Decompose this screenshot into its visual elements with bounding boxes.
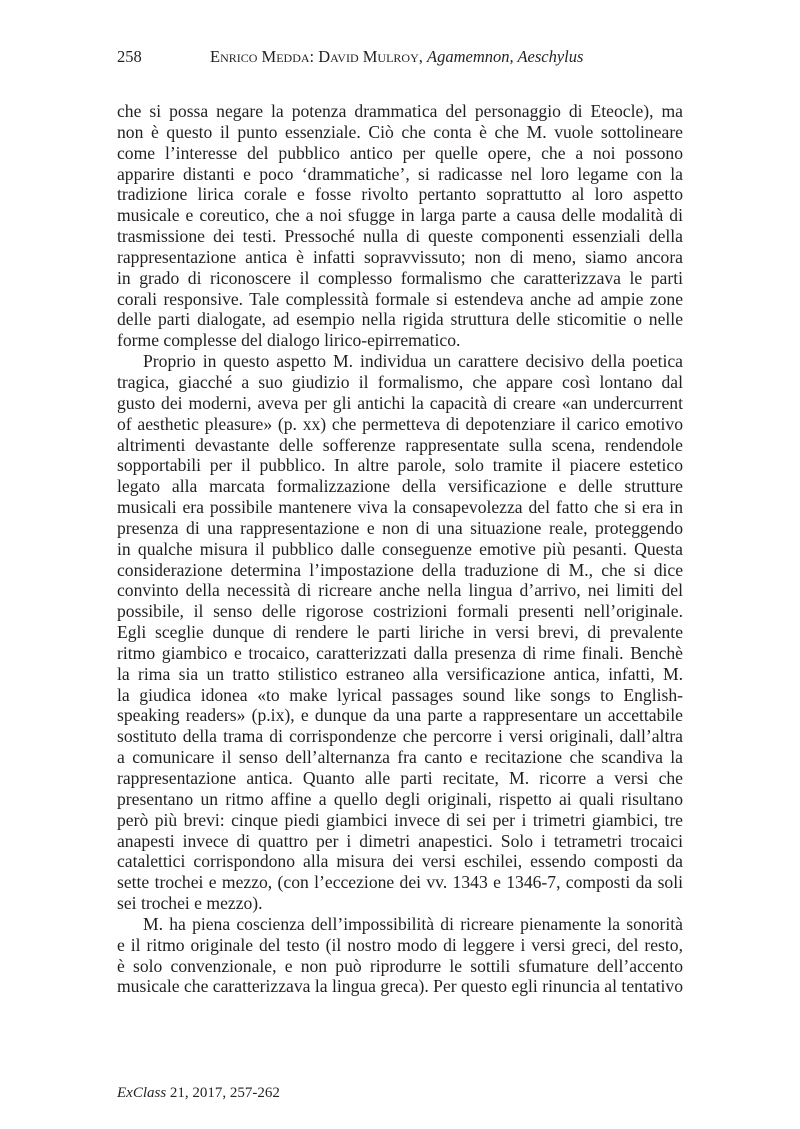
text-line: sopportabili per il pubblico. In altre parole, solo tramite il piacere estetico	[117, 455, 683, 476]
text-line: tragica, giacché a suo giudizio il formalismo, che appare così lontano dal	[117, 371, 683, 392]
citation-details: 21, 2017, 257-262	[166, 1085, 280, 1101]
text-line: in qualche misura il pubblico dalle conseguenze emotive più pesanti. Questa	[117, 538, 683, 559]
text-line: ritmo giambico e trocaico, caratterizzati dalla presenza di rime finali. Benchè	[117, 642, 683, 663]
text-line: rappresentazione antica. Quanto alle parti recitate, M. ricorre a versi che	[117, 768, 683, 788]
reviewed-work-title: Agamemnon, Aeschylus	[427, 47, 584, 66]
text-line: of aesthetic pleasure» (p. xx) che permetteva di depotenziare il carico emotivo	[117, 413, 683, 434]
text-line: corali responsive. Tale complessità formale si estendeva anche ad ampie zone	[117, 288, 683, 309]
text-line: altrimenti devastante delle sofferenze rappresentate sulla scena, rendendole	[117, 434, 683, 455]
title-comma: ,	[418, 47, 428, 66]
text-line: presenza di una rappresentazione e non di una situazione reale, proteggendo	[117, 517, 683, 538]
text-line: in grado di riconoscere il complesso formalismo che caratterizzava le parti	[117, 267, 683, 288]
text-line: Proprio in questo aspetto M. individua un carattere decisivo della poetica	[143, 351, 683, 372]
text-line: a comunicare il senso dell’alternanza fra canto e recitazione che scandiva la	[117, 747, 683, 768]
text-line: musicali era possibile mantenere viva la consapevolezza del fatto che si era in	[117, 497, 683, 518]
text-line: convinto della necessità di ricreare anche nella lingua d’arrivo, nei limiti del	[117, 580, 683, 601]
running-head	[117, 46, 683, 68]
page-number: 258	[117, 47, 142, 66]
text-line: rappresentazione antica è infatti sopravvissuto; non di meno, siamo ancora	[117, 246, 683, 267]
text-line: possibile, il senso delle rigorose costrizioni formali presenti nell’originale.	[117, 601, 683, 622]
text-line: che si possa negare la potenza drammatica del personaggio di Eteocle), ma	[117, 101, 683, 121]
text-line: speaking readers» (p.ix), e dunque da una parte a rappresentare un accettabile	[117, 705, 683, 726]
text-line: delle parti dialogate, ad esempio nella rigida struttura delle sticomitie o nelle	[117, 309, 683, 330]
text-line: sette trochei e mezzo, (con l’eccezione dei vv. 1343 e 1346-7, composti da soli	[117, 872, 683, 893]
body-text	[117, 101, 683, 997]
text-line: musicale che caratterizzava la lingua greca). Per questo egli rinuncia al tentativo	[117, 976, 683, 997]
text-line: non è questo il punto essenziale. Ciò che conta è che M. vuole sottolineare	[117, 121, 683, 142]
text-line: forme complesse del dialogo lirico-epirrematico.	[117, 330, 461, 351]
running-title	[210, 46, 583, 68]
journal-citation	[117, 1083, 280, 1103]
text-line: sei trochei e mezzo).	[117, 893, 263, 914]
paragraph-1	[117, 101, 683, 351]
text-line: gusto dei moderni, aveva per gli antichi la capacità di creare «an undercurrent	[117, 392, 683, 413]
text-line: la rima sia un tratto stilistico estraneo alla versificazione antica, infatti, M.	[117, 663, 683, 684]
text-line: apparire distanti e poco ‘drammatiche’, si radicasse nel loro legame con la	[117, 163, 683, 184]
text-line: considerazione determina l’impostazione della traduzione di M., che si dice	[117, 559, 683, 580]
text-line: sostituto della trama di corrispondenze che percorre i versi originali, dall’altra	[117, 726, 683, 747]
text-line: trasmissione dei testi. Pressoché nulla di queste componenti essenziali della	[117, 226, 683, 247]
text-line: tradizione lirica corale e fosse rivolto pertanto soprattutto al loro aspetto	[117, 184, 683, 205]
text-line: è solo convenzionale, e non può riprodurre le sottili sfumature dell’accento	[117, 955, 683, 976]
text-line: anapesti invece di quattro per i dimetri anapestici. Solo i tetrametri trocaici	[117, 830, 683, 851]
article-author: Enrico Medda	[210, 47, 310, 66]
text-line: però più brevi: cinque piedi giambici invece di sei per i trimetri giambici, tre	[117, 809, 683, 830]
reviewed-author: David Mulroy	[318, 47, 419, 66]
text-line: M. ha piena coscienza dell’impossibilità di ricreare pienamente la sonorità	[143, 913, 683, 934]
text-line: catalettici corrispondono alla misura dei versi eschilei, essendo composti da	[117, 851, 683, 872]
text-line: legato alla marcata formalizzazione della versificazione e delle strutture	[117, 476, 683, 497]
text-line: la giudica idonea «to make lyrical passages sound like songs to English-	[117, 684, 683, 705]
paragraph-3	[117, 914, 683, 997]
text-line: Egli sceglie dunque di rendere le parti liriche in versi brevi, di prevalente	[117, 622, 683, 643]
text-line: musicale e coreutico, che a noi sfugge in larga parte a causa delle modalità di	[117, 205, 683, 226]
text-line: presentano un ritmo affine a quello degli originali, rispetto ai quali risultano	[117, 788, 683, 809]
paragraph-2	[117, 351, 683, 914]
title-separator: :	[309, 47, 319, 66]
text-line: e il ritmo originale del testo (il nostro modo di leggere i versi greci, del resto,	[117, 934, 683, 955]
journal-name: ExClass	[117, 1085, 167, 1101]
text-line: come l’interesse del pubblico antico per quelle opere, che a noi possono	[117, 142, 683, 163]
